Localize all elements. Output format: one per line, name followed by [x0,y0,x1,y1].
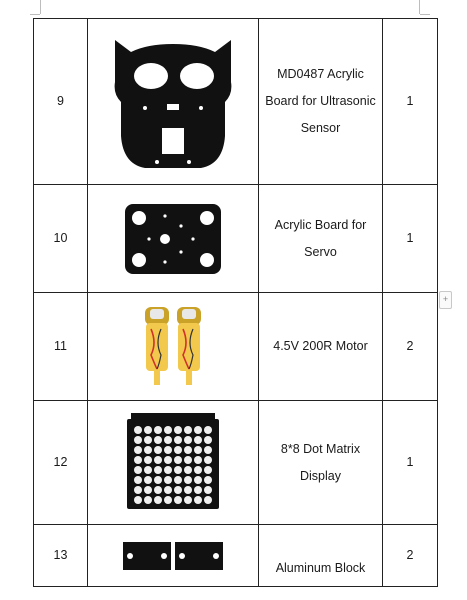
item-name: MD0487 Acrylic Board for Ultrasonic Sensor [259,19,383,185]
led-dot [134,446,142,454]
led-dot [154,446,162,454]
led-dot [194,436,202,444]
table-row [34,185,438,293]
led-dot [184,486,192,494]
servo-acrylic-board-image [123,202,223,276]
led-dot [154,426,162,434]
led-dot [184,426,192,434]
item-image [88,525,259,587]
led-dot [154,466,162,474]
led-dot [204,486,212,494]
led-dot [164,486,172,494]
led-dot [144,466,152,474]
led-dot [144,496,152,504]
led-dot [174,466,182,474]
crop-mark [40,0,41,14]
led-dot [164,426,172,434]
led-dot [174,476,182,484]
led-dot [154,486,162,494]
led-dot [134,456,142,464]
led-dot [184,456,192,464]
led-dot [144,446,152,454]
item-name: Acrylic Board for Servo [259,185,383,293]
led-dot [154,496,162,504]
led-dot [174,446,182,454]
item-number: 11 [34,293,88,401]
led-dot [164,476,172,484]
led-dot [144,456,152,464]
expand-handle[interactable]: + [439,291,452,309]
ultrasonic-acrylic-board-image [107,32,239,172]
crop-mark [419,0,420,14]
led-dot [154,476,162,484]
led-dot [204,426,212,434]
led-dot [204,446,212,454]
led-dot [134,466,142,474]
led-dot [174,426,182,434]
led-dot [194,476,202,484]
led-dot [164,436,172,444]
item-quantity: 1 [383,185,438,293]
item-image [88,401,259,525]
led-dot [134,436,142,444]
aluminum-blocks-image [122,540,224,572]
table-row [34,293,438,401]
led-dot [164,466,172,474]
geared-motors-image [141,303,205,391]
led-dot [164,446,172,454]
led-dot [194,466,202,474]
led-dot [204,476,212,484]
led-dot [174,486,182,494]
led-dot [154,436,162,444]
led-dot [154,456,162,464]
led-dot [194,456,202,464]
led-dot [194,426,202,434]
item-name: Aluminum Block [259,525,383,587]
led-dot [164,456,172,464]
led-dot [204,466,212,474]
item-number: 10 [34,185,88,293]
item-quantity: 2 [383,293,438,401]
led-dot [194,496,202,504]
item-quantity: 1 [383,19,438,185]
led-dot [184,466,192,474]
item-image [88,185,259,293]
led-dot [184,436,192,444]
item-image [88,293,259,401]
led-dot [184,476,192,484]
led-dot [174,436,182,444]
led-dot [164,496,172,504]
led-dot [134,426,142,434]
led-dot [174,456,182,464]
led-dot [144,436,152,444]
led-dot [174,496,182,504]
led-dot [204,456,212,464]
led-dot [184,446,192,454]
led-dot [184,496,192,504]
table-row [34,19,438,185]
item-number: 13 [34,525,88,587]
item-name: 8*8 Dot Matrix Display [259,401,383,525]
led-dot [134,476,142,484]
item-quantity: 2 [383,525,438,587]
led-dot [144,486,152,494]
item-number: 12 [34,401,88,525]
crop-mark [30,14,40,15]
led-dot [194,446,202,454]
led-dot [144,426,152,434]
parts-table [33,18,438,587]
item-image [88,19,259,185]
dot-matrix-display-image [125,411,221,515]
led-dot [134,496,142,504]
table-row [34,525,438,587]
table-row [34,401,438,525]
led-dot [204,496,212,504]
led-dot [144,476,152,484]
item-quantity: 1 [383,401,438,525]
led-dot [204,436,212,444]
led-dot [134,486,142,494]
crop-mark [420,14,430,15]
item-name: 4.5V 200R Motor [259,293,383,401]
item-number: 9 [34,19,88,185]
led-dot [194,486,202,494]
